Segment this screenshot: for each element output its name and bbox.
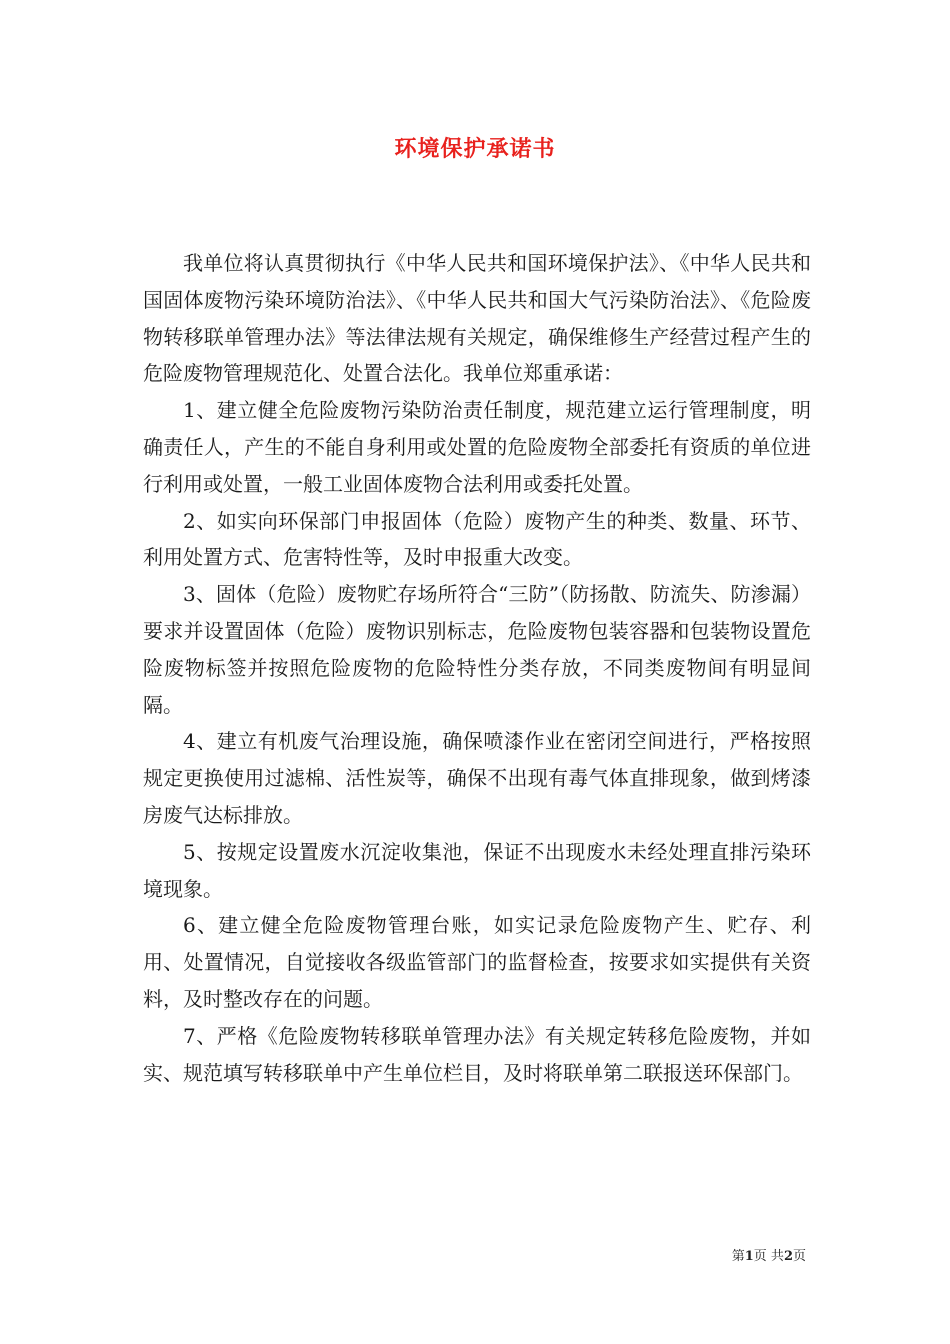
document-body xyxy=(143,245,811,1091)
page-number-footer xyxy=(732,1245,806,1264)
commitment-item-2: 2、如实向环保部门申报固体（危险）废物产生的种类、数量、环节、利用处置方式、危害特性等，及时申报重大改变。 xyxy=(143,508,811,570)
commitment-item-4: 4、建立有机废气治理设施，确保喷漆作业在密闭空间进行，严格按照规定更换使用过滤棉、活性炭等，确保不出现有毒气体直排现象，做到烤漆房废气达标排放。 xyxy=(143,729,811,827)
commitment-item-1: 1、建立健全危险废物污染防治责任制度，规范建立运行管理制度，明确责任人，产生的不能自身利用或处置的危险废物全部委托有资质的单位进行利用或处置，一般工业固体废物合法利用或委托处置。 xyxy=(143,398,811,496)
commitment-item-7: 7、严格《危险废物转移联单管理办法》有关规定转移危险废物，并如实、规范填写转移联单中产生单位栏目，及时将联单第二联报送环保部门。 xyxy=(143,1023,811,1085)
commitment-item-5: 5、按规定设置废水沉淀收集池，保证不出现废水未经处理直排污染环境现象。 xyxy=(143,839,811,901)
total-pages-number: 2 xyxy=(783,1249,793,1264)
commitment-item-6: 6、建立健全危险废物管理台账，如实记录危险废物产生、贮存、利用、处置情况，自觉接收各级监管部门的监督检查，按要求如实提供有关资料，及时整改存在的问题。 xyxy=(143,913,811,1011)
current-page-number: 1 xyxy=(744,1249,754,1264)
footer-prefix: 第 xyxy=(731,1249,745,1264)
footer-middle: 页 共 xyxy=(753,1249,784,1264)
footer-suffix: 页 xyxy=(792,1249,806,1264)
document-title: 环境保护承诺书 xyxy=(394,136,556,162)
commitment-item-3: 3、固体（危险）废物贮存场所符合“三防”（防扬散、防流失、防渗漏）要求并设置固体（危险）废物识别标志，危险废物包装容器和包装物设置危险废物标签并按照危险废物的危险特性分类存放，不同类废物间有明显间隔。 xyxy=(143,582,811,717)
intro-paragraph: 我单位将认真贯彻执行《中华人民共和国环境保护法》、《中华人民共和国固体废物污染环境防治法》、《中华人民共和国大气污染防治法》、《危险废物转移联单管理办法》等法律法规有关规定，确保维修生产经营过程产生的危险废物管理规范化、处置合法化。我单位郑重承诺： xyxy=(143,251,811,386)
